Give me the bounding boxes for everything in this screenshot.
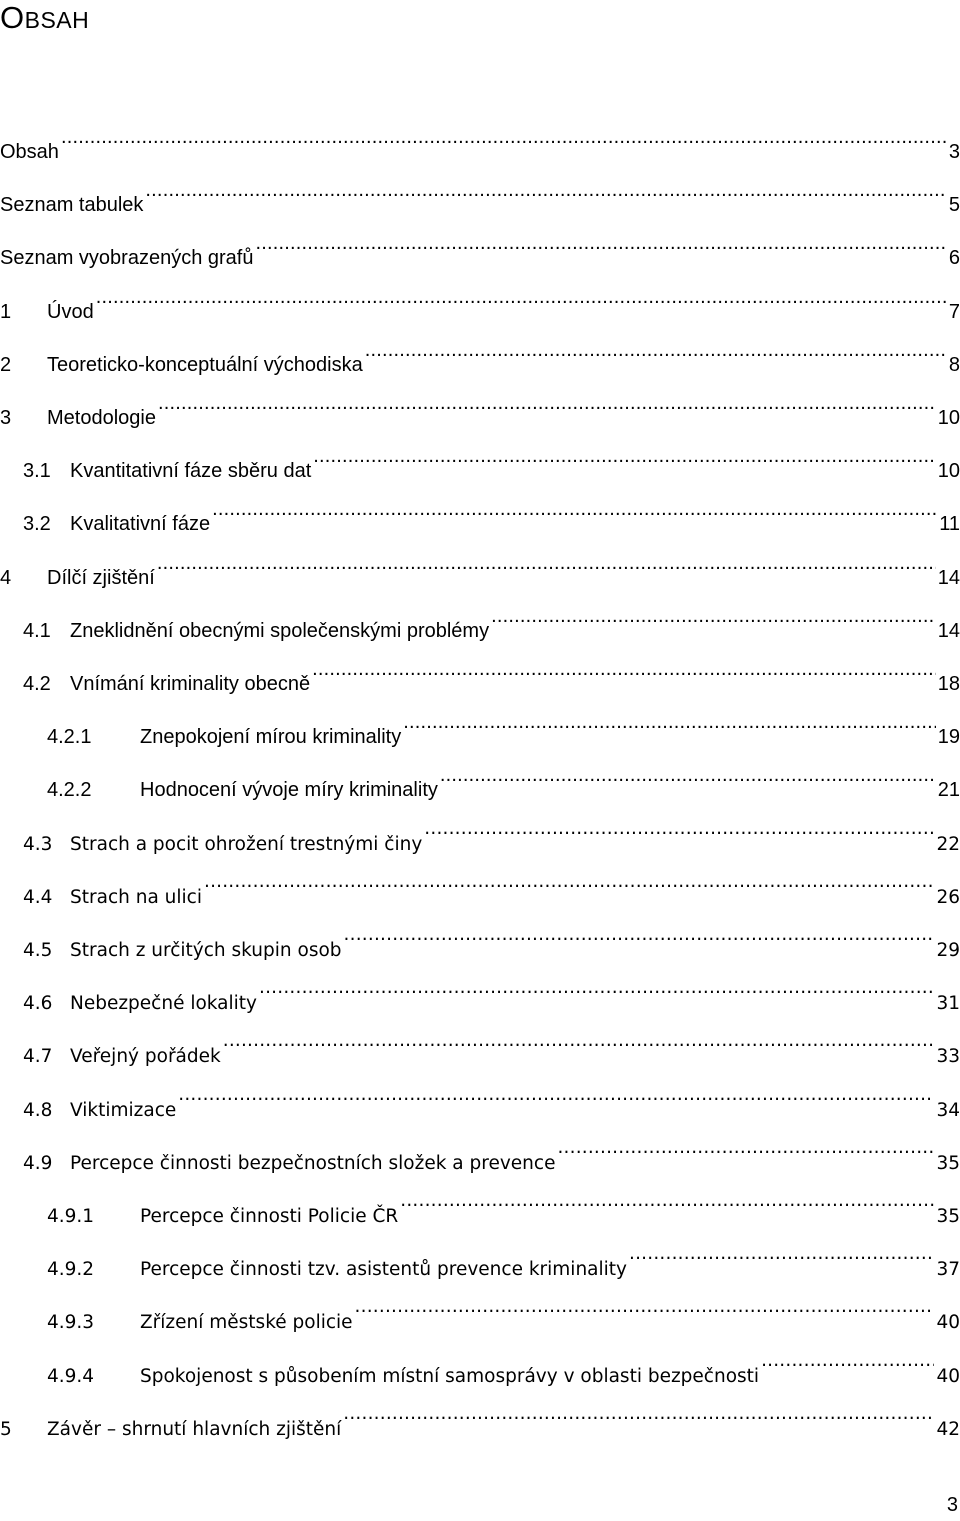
toc-entry-title: Kvantitativní fáze sběru dat bbox=[70, 460, 312, 483]
toc-entry[interactable] bbox=[0, 873, 960, 908]
toc-entry-title: Obsah bbox=[0, 141, 59, 163]
toc-dot-leader bbox=[223, 1032, 935, 1062]
toc-entry-number: 4.9.2 bbox=[47, 1259, 95, 1281]
toc-entry-page: 29 bbox=[936, 940, 960, 961]
toc-entry-page: 19 bbox=[937, 726, 960, 749]
toc-dot-leader bbox=[343, 1405, 934, 1435]
toc-entry-number: 4.9.1 bbox=[47, 1206, 95, 1227]
toc-entry-title: Úvod bbox=[47, 300, 94, 323]
page-title bbox=[0, 0, 89, 36]
toc-entry-title: Seznam tabulek bbox=[0, 194, 144, 217]
toc-entry-number: 4.2 bbox=[23, 673, 51, 695]
toc-dot-leader bbox=[145, 181, 946, 211]
toc-entry-page: 10 bbox=[937, 460, 960, 483]
toc-entry-title: Strach na ulici bbox=[70, 886, 202, 908]
toc-entry[interactable] bbox=[0, 1405, 960, 1440]
toc-entry-page: 26 bbox=[936, 886, 960, 908]
toc-entry-title: Viktimizace bbox=[70, 1099, 177, 1121]
toc-entry[interactable] bbox=[0, 288, 960, 323]
toc-dot-leader bbox=[158, 394, 936, 424]
toc-entry-title: Seznam vyobrazených grafů bbox=[0, 247, 254, 270]
toc-entry-page: 40 bbox=[936, 1312, 960, 1334]
toc-entry-title: Dílčí zjištění bbox=[47, 566, 155, 589]
toc-dot-leader bbox=[212, 500, 937, 530]
toc-entry-page: 37 bbox=[936, 1259, 960, 1281]
toc-entry-page: 14 bbox=[937, 566, 960, 589]
toc-entry-page: 21 bbox=[937, 779, 960, 802]
toc-entry[interactable] bbox=[0, 181, 960, 217]
toc-entry-page: 34 bbox=[936, 1099, 960, 1121]
toc-dot-leader bbox=[157, 554, 936, 584]
toc-entry[interactable] bbox=[0, 926, 960, 961]
toc-entry[interactable] bbox=[0, 128, 960, 163]
toc-entry-page: 3 bbox=[948, 141, 960, 163]
toc-entry[interactable] bbox=[0, 500, 960, 536]
toc-entry[interactable] bbox=[0, 394, 960, 429]
toc-dot-leader bbox=[178, 1086, 934, 1116]
toc-entry-number: 5 bbox=[0, 1418, 12, 1440]
toc-entry-number: 4.6 bbox=[23, 993, 53, 1015]
toc-entry-page: 7 bbox=[948, 300, 960, 323]
page-title-rest: BSAH bbox=[24, 7, 90, 33]
toc-entry-page: 31 bbox=[936, 993, 960, 1015]
toc-entry-page: 14 bbox=[937, 619, 960, 642]
toc-entry-title: Strach z určitých skupin osob bbox=[70, 940, 342, 961]
toc-dot-leader bbox=[400, 1192, 934, 1222]
toc-dot-leader bbox=[403, 713, 936, 743]
toc-entry-page: 8 bbox=[948, 353, 960, 376]
toc-entry-number: 4.7 bbox=[23, 1046, 53, 1068]
toc-dot-leader bbox=[61, 128, 947, 158]
toc-entry[interactable] bbox=[0, 713, 960, 749]
toc-entry-number: 4.1 bbox=[23, 619, 51, 642]
toc-entry[interactable] bbox=[0, 766, 960, 802]
toc-entry-page: 5 bbox=[948, 194, 960, 217]
toc-entry-title: Nebezpečné lokality bbox=[70, 993, 258, 1015]
toc-entry[interactable] bbox=[0, 607, 960, 642]
toc-entry-page: 11 bbox=[939, 513, 960, 536]
toc-entry[interactable] bbox=[0, 979, 960, 1015]
toc-dot-leader bbox=[629, 1245, 934, 1275]
toc-entry[interactable] bbox=[0, 1139, 960, 1174]
toc-entry[interactable] bbox=[0, 234, 960, 270]
toc-entry-number: 3 bbox=[0, 407, 12, 429]
toc-entry-number: 4.8 bbox=[23, 1099, 53, 1121]
toc-entry-number: 3.2 bbox=[23, 513, 51, 536]
toc-entry-number: 4.3 bbox=[23, 833, 53, 855]
toc-entry[interactable] bbox=[0, 1086, 960, 1121]
toc-entry-number: 4.2.1 bbox=[47, 726, 92, 749]
toc-entry-title: Veřejný pořádek bbox=[70, 1046, 221, 1068]
toc-entry-number: 4.9.3 bbox=[47, 1312, 95, 1334]
toc-entry-title: Percepce činnosti tzv. asistentů prevence kriminality bbox=[140, 1259, 627, 1281]
toc-entry-title: Percepce činnosti Policie ČR bbox=[140, 1206, 399, 1227]
toc-entry-number: 4 bbox=[0, 566, 12, 589]
toc-entry[interactable] bbox=[0, 1245, 960, 1281]
toc-entry[interactable] bbox=[0, 1192, 960, 1227]
toc-dot-leader bbox=[365, 341, 947, 371]
toc-entry[interactable] bbox=[0, 820, 960, 855]
toc-entry-title: Vnímání kriminality obecně bbox=[70, 673, 311, 695]
toc-entry[interactable] bbox=[0, 660, 960, 695]
toc-entry[interactable] bbox=[0, 341, 960, 376]
toc-entry-page: 35 bbox=[936, 1206, 960, 1227]
toc-entry[interactable] bbox=[0, 554, 960, 589]
toc-entry[interactable] bbox=[0, 447, 960, 483]
toc-entry-title: Hodnocení vývoje míry kriminality bbox=[140, 779, 438, 802]
toc-entry-title: Strach a pocit ohrožení trestnými činy bbox=[70, 833, 423, 855]
toc-entry-title: Závěr – shrnutí hlavních zjištění bbox=[47, 1418, 342, 1440]
toc-dot-leader bbox=[312, 660, 936, 690]
toc-entry-number: 1 bbox=[0, 300, 12, 323]
toc-entry-page: 22 bbox=[936, 833, 960, 855]
toc-entry-number: 2 bbox=[0, 353, 12, 376]
toc-dot-leader bbox=[313, 447, 936, 477]
toc-dot-leader bbox=[344, 926, 935, 956]
toc-dot-leader bbox=[255, 234, 946, 264]
toc-entry[interactable] bbox=[0, 1352, 960, 1387]
toc-entry-page: 35 bbox=[936, 1152, 960, 1174]
toc-entry-title: Metodologie bbox=[47, 407, 156, 429]
toc-entry-title: Zřízení městské policie bbox=[140, 1312, 353, 1334]
page-number: 3 bbox=[946, 1494, 958, 1516]
toc-entry-title: Znepokojení mírou kriminality bbox=[140, 726, 402, 749]
toc-entry-number: 4.2.2 bbox=[47, 779, 92, 802]
toc-dot-leader bbox=[259, 979, 934, 1009]
page-title-initial: O bbox=[0, 0, 25, 35]
toc-entry-page: 18 bbox=[937, 673, 960, 695]
toc-entry-page: 42 bbox=[936, 1418, 960, 1440]
toc-entry-number: 4.4 bbox=[23, 886, 53, 908]
toc-dot-leader bbox=[491, 607, 936, 637]
toc-entry-title: Percepce činnosti bezpečnostních složek a prevence bbox=[70, 1152, 556, 1174]
toc-entry-number: 4.9 bbox=[23, 1152, 53, 1174]
toc-dot-leader bbox=[204, 873, 934, 903]
toc-entry-title: Kvalitativní fáze bbox=[70, 513, 211, 536]
toc-dot-leader bbox=[96, 288, 947, 318]
toc-entry-page: 40 bbox=[936, 1365, 960, 1387]
toc-dot-leader bbox=[761, 1352, 934, 1382]
toc-entry-number: 4.9.4 bbox=[47, 1365, 95, 1387]
toc-entry[interactable] bbox=[0, 1298, 960, 1334]
toc-entry-title: Spokojenost s působením místní samosprávy v oblasti bezpečnosti bbox=[140, 1365, 760, 1387]
toc-dot-leader bbox=[440, 766, 936, 796]
toc-entry-title: Teoreticko-konceptuální východiska bbox=[47, 353, 363, 376]
toc-entry-number: 3.1 bbox=[23, 460, 51, 483]
toc-entry-number: 4.5 bbox=[23, 940, 53, 961]
toc-entry-page: 6 bbox=[948, 247, 960, 270]
toc-entry-page: 33 bbox=[936, 1046, 960, 1068]
toc-entry-title: Zneklidnění obecnými společenskými problémy bbox=[70, 619, 490, 642]
toc-entry[interactable] bbox=[0, 1032, 960, 1068]
toc-dot-leader bbox=[557, 1139, 934, 1169]
toc-dot-leader bbox=[424, 820, 934, 850]
toc-dot-leader bbox=[355, 1298, 935, 1328]
toc-entry-page: 10 bbox=[937, 407, 960, 429]
